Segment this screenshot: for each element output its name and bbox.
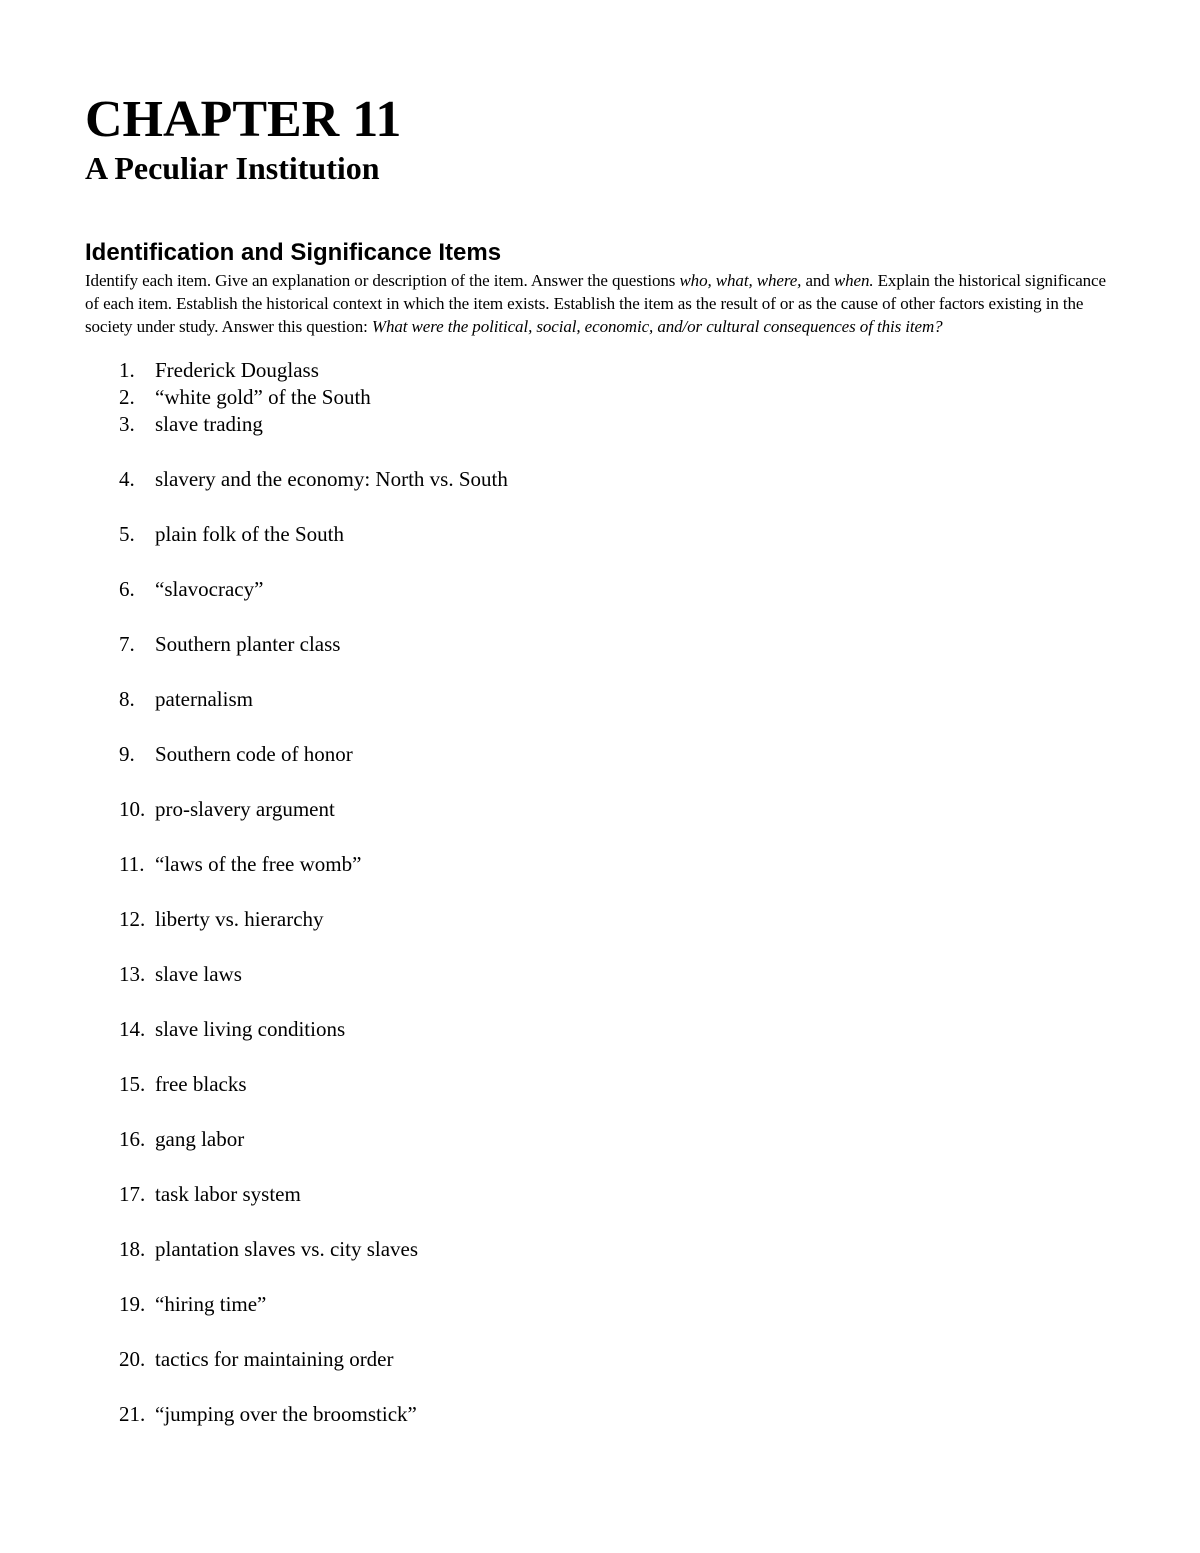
list-item — [85, 906, 1120, 933]
item-text: “hiring time” — [155, 1292, 267, 1316]
list-item — [85, 466, 1120, 493]
item-text: slave living conditions — [155, 1017, 346, 1041]
item-text: slavery and the economy: North vs. South — [155, 467, 508, 491]
item-text: Southern planter class — [155, 632, 341, 656]
item-number: 7. — [119, 632, 135, 656]
item-text: liberty vs. hierarchy — [155, 907, 324, 931]
item-text: slave laws — [155, 962, 242, 986]
list-item — [85, 357, 1120, 384]
list-item — [85, 1126, 1120, 1153]
list-item — [85, 521, 1120, 548]
item-text: free blacks — [155, 1072, 247, 1096]
list-item — [85, 851, 1120, 878]
list-item — [85, 1071, 1120, 1098]
item-number: 3. — [119, 412, 135, 436]
item-number: 4. — [119, 467, 135, 491]
item-number: 16. — [119, 1127, 146, 1151]
instructions-when: when. — [833, 271, 874, 290]
item-number: 11. — [119, 852, 145, 876]
list-item — [85, 961, 1120, 988]
item-number: 13. — [119, 962, 146, 986]
item-text: Southern code of honor — [155, 742, 353, 766]
item-text: tactics for maintaining order — [155, 1347, 394, 1371]
list-item — [85, 411, 1120, 438]
chapter-title: CHAPTER 11 — [85, 91, 402, 148]
item-text: “laws of the free womb” — [155, 852, 362, 876]
item-text: gang labor — [155, 1127, 245, 1151]
item-number: 5. — [119, 522, 135, 546]
list-item — [85, 741, 1120, 768]
list-item — [85, 384, 1120, 411]
instructions-question: What were the political, social, economic, and/or cultural consequences of this item? — [371, 317, 943, 336]
instructions-text-2: Explain the historical significance of each item. Establish the historical context in which the item exists. Establish the item as the result of or as the cause of other factors existing in the society under study. Answer this question: — [85, 271, 1106, 336]
item-number: 15. — [119, 1072, 146, 1096]
item-text: plantation slaves vs. city slaves — [155, 1237, 419, 1261]
list-item — [85, 1401, 1120, 1428]
list-item — [85, 1181, 1120, 1208]
list-item — [85, 796, 1120, 823]
item-number: 1. — [119, 358, 135, 382]
identification-items-list — [85, 357, 1120, 1428]
list-item — [85, 631, 1120, 658]
item-text: task labor system — [155, 1182, 301, 1206]
item-number: 9. — [119, 742, 135, 766]
instructions-who: who, what, where, — [679, 271, 802, 290]
document-page — [85, 92, 1120, 1428]
list-item — [85, 1236, 1120, 1263]
item-number: 20. — [119, 1347, 146, 1371]
item-number: 12. — [119, 907, 146, 931]
item-number: 21. — [119, 1402, 146, 1426]
item-number: 17. — [119, 1182, 146, 1206]
list-item — [85, 576, 1120, 603]
item-text: Frederick Douglass — [155, 358, 319, 382]
chapter-subtitle: A Peculiar Institution — [85, 150, 380, 186]
item-number: 2. — [119, 385, 135, 409]
item-number: 8. — [119, 687, 135, 711]
item-text: “white gold” of the South — [155, 385, 371, 409]
instructions-text-1: Identify each item. Give an explanation or description of the item. Answer the questions — [85, 271, 680, 290]
instructions-paragraph — [85, 269, 1120, 338]
item-text: plain folk of the South — [155, 522, 344, 546]
item-text: pro-slavery argument — [155, 797, 335, 821]
item-text: “jumping over the broomstick” — [155, 1402, 417, 1426]
item-number: 10. — [119, 797, 146, 821]
item-text: paternalism — [155, 687, 253, 711]
item-number: 18. — [119, 1237, 146, 1261]
item-text: slave trading — [155, 412, 263, 436]
instructions-and: and — [801, 271, 834, 290]
item-text: “slavocracy” — [155, 577, 264, 601]
item-number: 6. — [119, 577, 135, 601]
item-number: 14. — [119, 1017, 146, 1041]
list-item — [85, 1346, 1120, 1373]
list-item — [85, 1291, 1120, 1318]
section-heading: Identification and Significance Items — [85, 239, 502, 266]
item-number: 19. — [119, 1292, 146, 1316]
list-item — [85, 1016, 1120, 1043]
list-item — [85, 686, 1120, 713]
